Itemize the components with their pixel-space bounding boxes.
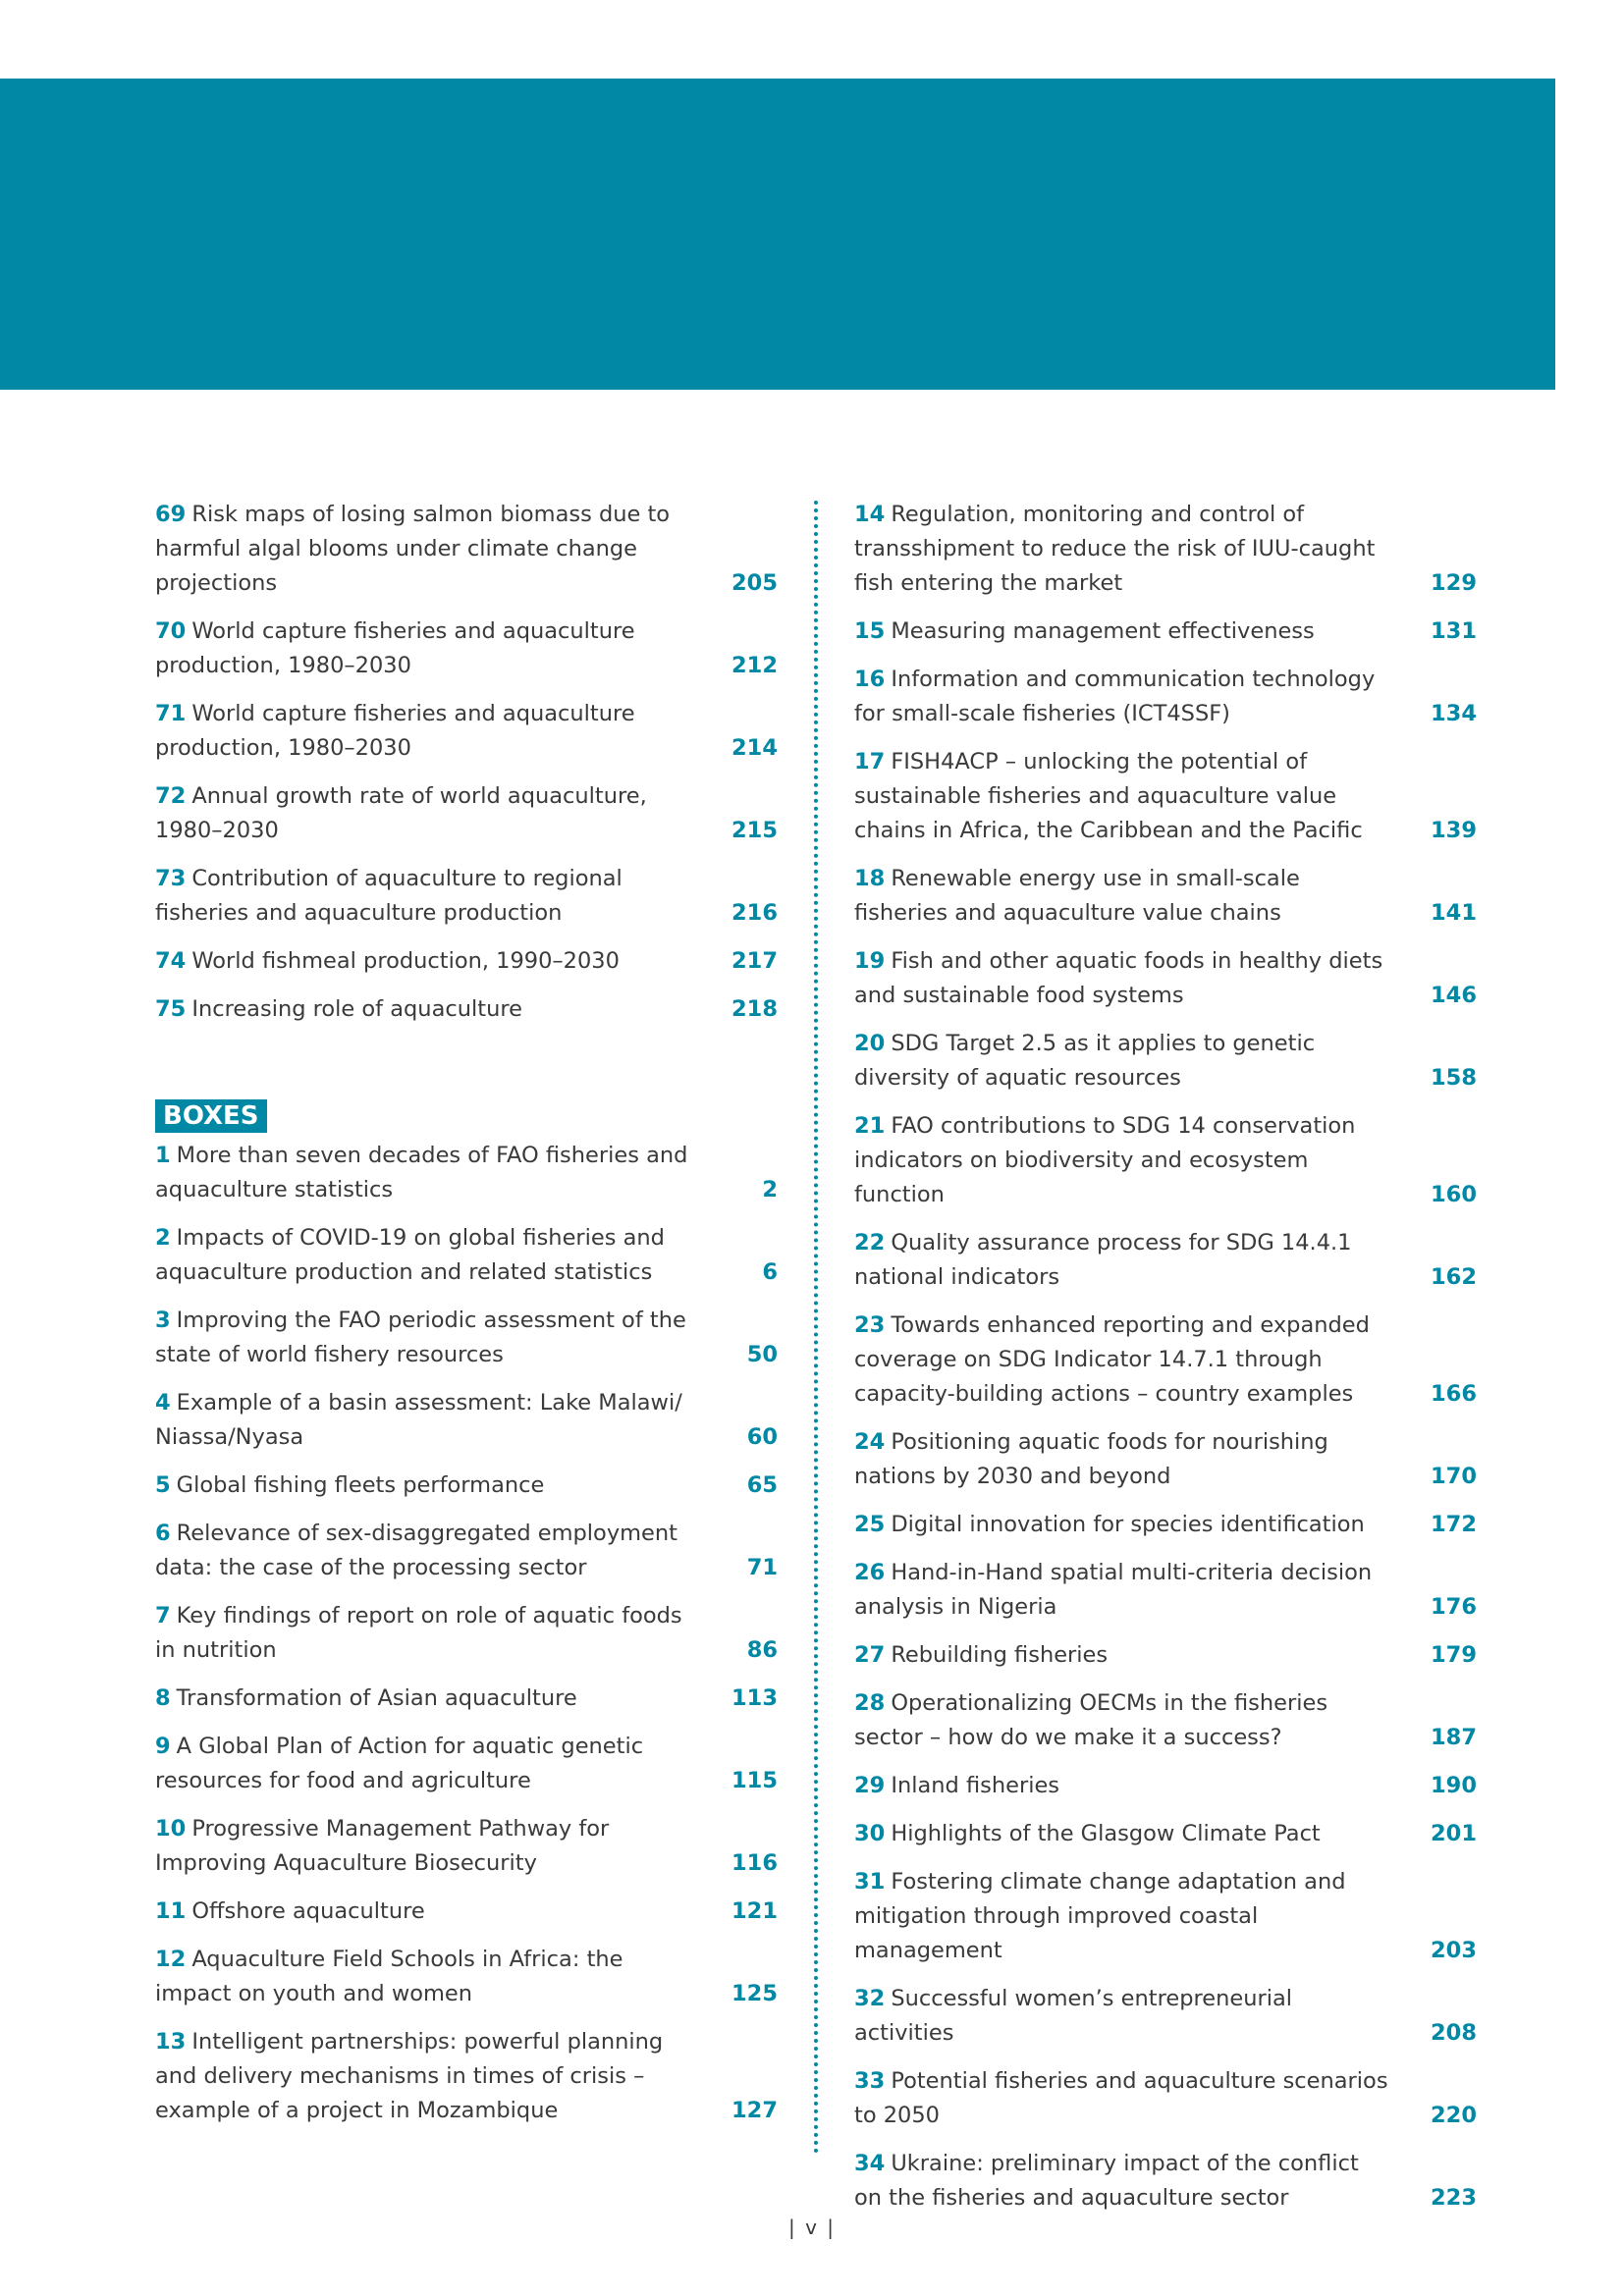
entry-page: 190 [1431,1773,1477,1798]
entry-page: 166 [1431,1381,1477,1407]
entry-number: 22 [854,1230,886,1255]
entry-number: 23 [854,1312,886,1338]
entry-title: Fostering climate change adaptation and mitigation through improved coastal management [854,1869,1346,1963]
entry-number: 31 [854,1869,886,1895]
entry-title: A Global Plan of Action for aquatic genetic resources for food and agriculture [155,1734,644,1793]
entry-page: 2 [762,1177,778,1202]
entry-title: Annual growth rate of world aquaculture, 1980–2030 [155,783,647,843]
entry-number: 8 [155,1685,171,1711]
entry-title: Towards enhanced reporting and expanded coverage on SDG Indicator 14.7.1 through capacity-building actions – country examples [854,1312,1370,1407]
boxes-heading: BOXES [155,1099,267,1133]
entry-title: More than seven decades of FAO fisheries and aquaculture statistics [155,1143,688,1202]
entry-title: Example of a basin assessment: Lake Malawi/ Niassa/Nyasa [155,1390,682,1450]
entry-title: Ukraine: preliminary impact of the conflict on the fisheries and aquaculture sector [854,2151,1359,2211]
box-entry[interactable] [155,1468,778,1503]
page-number: | v | [787,2216,837,2239]
entry-page: 179 [1431,1642,1477,1668]
entry-page: 131 [1431,618,1477,644]
entry-title: Highlights of the Glasgow Climate Pact [891,1821,1321,1846]
box-entry[interactable] [155,1221,778,1290]
entry-page: 162 [1431,1264,1477,1290]
entry-title: Impacts of COVID-19 on global fisheries and aquaculture production and related statistics [155,1225,665,1285]
entry-number: 19 [854,948,886,974]
entry-number: 17 [854,749,886,774]
figure-entry[interactable] [155,614,778,683]
entry-number: 9 [155,1734,171,1759]
entry-number: 32 [854,1986,886,2011]
entry-page: 113 [731,1685,778,1711]
box-entry[interactable] [155,1517,778,1585]
entry-number: 15 [854,618,886,644]
entry-title: Relevance of sex-disaggregated employment data: the case of the processing sector [155,1521,677,1580]
entry-title: Fish and other aquatic foods in healthy diets and sustainable food systems [854,948,1383,1008]
column-divider [814,501,818,2155]
entry-number: 14 [854,502,886,527]
box-entry[interactable] [854,614,1477,649]
entry-page: 127 [731,2098,778,2123]
entry-page: 146 [1431,983,1477,1008]
box-entry[interactable] [854,745,1477,848]
entry-page: 201 [1431,1821,1477,1846]
box-entry[interactable] [854,1638,1477,1673]
entry-page: 6 [762,1259,778,1285]
box-entry[interactable] [854,1769,1477,1803]
box-entry[interactable] [155,1943,778,2011]
entry-page: 71 [746,1555,778,1580]
box-entry[interactable] [854,2147,1477,2216]
entry-page: 65 [746,1472,778,1498]
box-entry[interactable] [854,2064,1477,2133]
entry-title: Operationalizing OECMs in the fisheries sector – how do we make it a success? [854,1690,1328,1750]
box-entry[interactable] [155,1895,778,1929]
entry-number: 24 [854,1429,886,1455]
entry-number: 20 [854,1031,886,1056]
box-entry[interactable] [854,944,1477,1013]
toc-right-column [854,498,1477,2229]
box-entry[interactable] [854,1865,1477,1968]
entry-page: 121 [731,1898,778,1924]
entry-page: 212 [731,653,778,678]
entry-page: 203 [1431,1938,1477,1963]
box-entry[interactable] [854,1027,1477,1095]
entry-title: Key findings of report on role of aquatic foods in nutrition [155,1603,682,1663]
entry-number: 28 [854,1690,886,1716]
box-entry[interactable] [854,1425,1477,1494]
header-banner [0,79,1555,390]
entry-title: Measuring management effectiveness [891,618,1315,644]
boxes-list-right [854,498,1477,2216]
entry-number: 7 [155,1603,171,1629]
figure-entry[interactable] [155,498,778,601]
entry-title: Transformation of Asian aquaculture [176,1685,577,1711]
entry-title: Information and communication technology for small-scale fisheries (ICT4SSF) [854,667,1376,726]
entry-page: 216 [731,900,778,926]
entry-title: Regulation, monitoring and control of transshipment to reduce the risk of IUU-caught fish entering the market [854,502,1376,596]
entry-number: 11 [155,1898,187,1924]
entry-number: 13 [155,2029,187,2055]
entry-number: 3 [155,1308,171,1333]
entry-page: 170 [1431,1464,1477,1489]
entry-page: 125 [731,1981,778,2006]
entry-page: 223 [1431,2185,1477,2211]
entry-number: 25 [854,1512,886,1537]
figure-entry[interactable] [155,862,778,931]
box-entry[interactable] [854,1817,1477,1851]
entry-title: Intelligent partnerships: powerful planning and delivery mechanisms in times of crisis – example of a project in Mozambique [155,2029,664,2123]
entry-number: 72 [155,783,187,809]
entry-title: Contribution of aquaculture to regional fisheries and aquaculture production [155,866,623,926]
box-entry[interactable] [854,862,1477,931]
entry-title: Quality assurance process for SDG 14.4.1 national indicators [854,1230,1352,1290]
entry-number: 18 [854,866,886,891]
box-entry[interactable] [854,498,1477,601]
entry-number: 34 [854,2151,886,2176]
entry-page: 141 [1431,900,1477,926]
entry-page: 60 [746,1424,778,1450]
box-entry[interactable] [155,2025,778,2128]
entry-number: 74 [155,948,187,974]
entry-title: Risk maps of losing salmon biomass due to harmful algal blooms under climate change projections [155,502,671,596]
entry-page: 134 [1431,701,1477,726]
box-entry[interactable] [155,1812,778,1881]
box-entry[interactable] [155,1599,778,1668]
entry-page: 139 [1431,818,1477,843]
entry-number: 33 [854,2068,886,2094]
entry-number: 71 [155,701,187,726]
entry-title: FISH4ACP – unlocking the potential of sustainable fisheries and aquaculture value chains in Africa, the Caribbean and the Pacific [854,749,1363,843]
entry-number: 27 [854,1642,886,1668]
entry-title: Aquaculture Field Schools in Africa: the impact on youth and women [155,1947,623,2006]
box-entry[interactable] [155,1304,778,1372]
entry-title: World fishmeal production, 1990–2030 [191,948,620,974]
entry-number: 4 [155,1390,171,1415]
entry-title: Successful women’s entrepreneurial activities [854,1986,1292,2046]
box-entry[interactable] [854,1508,1477,1542]
box-entry[interactable] [155,1682,778,1716]
entry-title: Digital innovation for species identification [891,1512,1365,1537]
box-entry[interactable] [854,1226,1477,1295]
entry-number: 6 [155,1521,171,1546]
box-entry[interactable] [854,1982,1477,2051]
entry-page: 208 [1431,2020,1477,2046]
box-entry[interactable] [854,1308,1477,1412]
box-entry[interactable] [854,1686,1477,1755]
entry-page: 86 [746,1637,778,1663]
toc-left-column [155,498,778,2142]
entry-page: 220 [1431,2103,1477,2128]
entry-page: 187 [1431,1725,1477,1750]
entry-page: 205 [731,570,778,596]
entry-number: 2 [155,1225,171,1251]
entry-title: World capture fisheries and aquaculture production, 1980–2030 [155,618,635,678]
figures-list [155,498,778,1027]
entry-title: World capture fisheries and aquaculture production, 1980–2030 [155,701,635,761]
entry-number: 10 [155,1816,187,1842]
entry-page: 176 [1431,1594,1477,1620]
entry-number: 70 [155,618,187,644]
entry-page: 116 [731,1850,778,1876]
entry-page: 215 [731,818,778,843]
entry-number: 30 [854,1821,886,1846]
box-entry[interactable] [155,1139,778,1207]
entry-title: SDG Target 2.5 as it applies to genetic diversity of aquatic resources [854,1031,1316,1091]
entry-title: Positioning aquatic foods for nourishing nations by 2030 and beyond [854,1429,1328,1489]
entry-title: Increasing role of aquaculture [191,996,522,1022]
box-entry[interactable] [155,1730,778,1798]
entry-page: 214 [731,735,778,761]
entry-page: 160 [1431,1182,1477,1207]
figure-entry[interactable] [155,697,778,766]
entry-page: 158 [1431,1065,1477,1091]
entry-title: Progressive Management Pathway for Improving Aquaculture Biosecurity [155,1816,610,1876]
entry-title: Global fishing fleets performance [176,1472,545,1498]
entry-number: 75 [155,996,187,1022]
entry-title: FAO contributions to SDG 14 conservation indicators on biodiversity and ecosystem function [854,1113,1356,1207]
entry-title: Hand-in-Hand spatial multi-criteria decision analysis in Nigeria [854,1560,1373,1620]
box-entry[interactable] [854,1556,1477,1625]
entry-number: 12 [155,1947,187,1972]
box-entry[interactable] [854,1109,1477,1212]
entry-title: Inland fisheries [891,1773,1060,1798]
entry-number: 29 [854,1773,886,1798]
entry-number: 73 [155,866,187,891]
entry-number: 5 [155,1472,171,1498]
figure-entry[interactable] [155,779,778,848]
entry-number: 26 [854,1560,886,1585]
entry-page: 217 [731,948,778,974]
entry-number: 16 [854,667,886,692]
entry-title: Offshore aquaculture [191,1898,425,1924]
entry-page: 172 [1431,1512,1477,1537]
figure-entry[interactable] [155,944,778,979]
entry-page: 218 [731,996,778,1022]
entry-page: 129 [1431,570,1477,596]
figure-entry[interactable] [155,992,778,1027]
entry-number: 21 [854,1113,886,1139]
entry-page: 115 [731,1768,778,1793]
entry-number: 69 [155,502,187,527]
box-entry[interactable] [854,663,1477,731]
entry-title: Renewable energy use in small-scale fisheries and aquaculture value chains [854,866,1300,926]
entry-title: Potential fisheries and aquaculture scenarios to 2050 [854,2068,1388,2128]
entry-page: 50 [746,1342,778,1367]
box-entry[interactable] [155,1386,778,1455]
entry-number: 1 [155,1143,171,1168]
entry-title: Rebuilding fisheries [891,1642,1109,1668]
boxes-list-left [155,1139,778,2128]
entry-title: Improving the FAO periodic assessment of the state of world fishery resources [155,1308,686,1367]
